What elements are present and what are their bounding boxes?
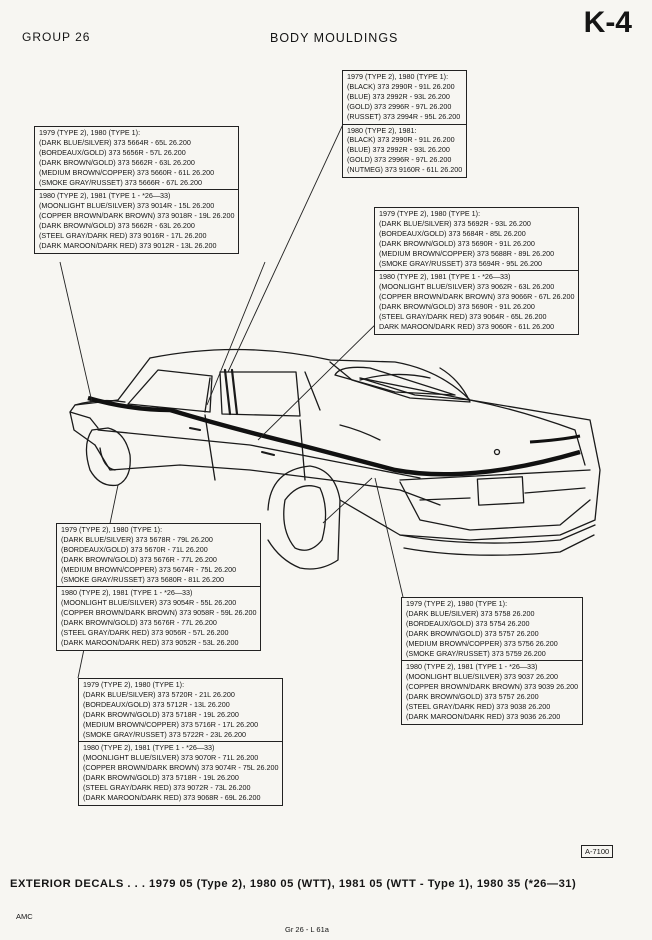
group-label: GROUP 26 [22,30,91,44]
section-heading: 1979 (TYPE 2), 1980 (TYPE 1): [39,128,141,137]
parts-section [79,741,282,804]
part-line: (STEEL GRAY/DARK RED) 373 9016R - 17L 26.200 [39,231,207,241]
footer-left: AMC [16,912,33,921]
section-heading: 1980 (TYPE 2), 1981 (TYPE 1 - *26—33) [406,662,538,672]
parts-box-3 [374,207,579,335]
part-line: (STEEL GRAY/DARK RED) 373 9056R - 57L 26.200 [61,628,229,638]
section-heading: 1979 (TYPE 2), 1980 (TYPE 1): [406,599,508,608]
part-line: (DARK BROWN/GOLD) 373 5662R - 63L 26.200 [39,157,195,167]
footer-center: Gr 26 - L 61a [285,925,329,934]
part-line: (COPPER BROWN/DARK BROWN) 373 9066R - 67L 26.200 [379,292,575,302]
parts-box-1 [342,70,467,178]
part-line: (DARK MAROON/DARK RED) 373 9036 26.200 [406,711,561,721]
part-line: (BLUE) 373 2992R - 93L 26.200 [347,145,450,155]
part-line: (DARK BLUE/SILVER) 373 5758 26.200 [406,608,535,618]
part-line: (BORDEAUX/GOLD) 373 5656R - 57L 26.200 [39,147,186,157]
section-heading: 1979 (TYPE 2), 1980 (TYPE 1): [61,525,163,534]
section-heading: 1979 (TYPE 2), 1980 (TYPE 1): [83,680,185,689]
part-line: (COPPER BROWN/DARK BROWN) 373 9039 26.200 [406,682,579,692]
part-line: (DARK BROWN/GOLD) 373 5757 26.200 [406,692,539,702]
parts-section [57,586,260,649]
part-line: (MOONLIGHT BLUE/SILVER) 373 9054R - 55L 26.200 [61,598,237,608]
page-code: K-4 [583,6,632,39]
section-heading: 1979 (TYPE 2), 1980 (TYPE 1): [379,209,481,218]
part-line: (DARK MAROON/DARK RED) 373 9012R - 13L 26.200 [39,240,217,250]
part-line: (DARK BROWN/GOLD) 373 5718R - 19L 26.200 [83,773,239,783]
part-line: (DARK BLUE/SILVER) 373 5664R - 65L 26.200 [39,137,191,147]
part-line: (COPPER BROWN/DARK BROWN) 373 9018R - 19L 26.200 [39,211,235,221]
parts-section [35,127,238,189]
parts-box-6 [78,678,283,806]
parts-box-2 [34,126,239,254]
parts-section [375,208,578,270]
part-line: (BORDEAUX/GOLD) 373 5754 26.200 [406,618,530,628]
part-line: (BORDEAUX/GOLD) 373 5712R - 13L 26.200 [83,699,230,709]
part-line: (MEDIUM BROWN/COPPER) 373 5660R - 61L 26.200 [39,167,215,177]
part-line: (SMOKE GRAY/RUSSET) 373 5759 26.200 [406,648,546,658]
parts-box-4 [56,523,261,651]
part-line: (DARK BLUE/SILVER) 373 5678R - 79L 26.200 [61,534,213,544]
part-line: (BLUE) 373 2992R - 93L 26.200 [347,91,450,101]
part-line: (COPPER BROWN/DARK BROWN) 373 9074R - 75L 26.200 [83,763,279,773]
part-line: (DARK BROWN/GOLD) 373 5690R - 91L 26.200 [379,302,535,312]
illustration-code: A-7100 [581,845,613,858]
part-line: (MOONLIGHT BLUE/SILVER) 373 9062R - 63L 26.200 [379,282,555,292]
part-line: (MEDIUM BROWN/COPPER) 373 5688R - 89L 26.200 [379,248,555,258]
part-line: (MOONLIGHT BLUE/SILVER) 373 9070R - 71L 26.200 [83,753,259,763]
part-line: (GOLD) 373 2996R - 97L 26.200 [347,155,452,165]
part-line: (GOLD) 373 2996R - 97L 26.200 [347,101,452,111]
part-line: (NUTMEG) 373 9160R - 61L 26.200 [347,165,463,175]
part-line: (MEDIUM BROWN/COPPER) 373 5756 26.200 [406,638,558,648]
part-line: (BLACK) 373 2990R - 91L 26.200 [347,135,455,145]
section-heading: 1980 (TYPE 2), 1981 (TYPE 1 - *26—33) [379,272,511,282]
part-line: (DARK BROWN/GOLD) 373 5690R - 91L 26.200 [379,238,535,248]
part-line: (RUSSET) 373 2994R - 95L 26.200 [347,111,461,121]
part-line: (MEDIUM BROWN/COPPER) 373 5716R - 17L 26.200 [83,719,259,729]
part-line: (STEEL GRAY/DARK RED) 373 9038 26.200 [406,702,551,712]
section-heading: 1980 (TYPE 2), 1981: [347,125,417,135]
part-line: (DARK BROWN/GOLD) 373 5718R - 19L 26.200 [83,709,239,719]
parts-section [57,524,260,586]
parts-section [402,598,582,660]
part-line: (BLACK) 373 2990R - 91L 26.200 [347,81,455,91]
part-line: (SMOKE GRAY/RUSSET) 373 5666R - 67L 26.200 [39,177,202,187]
part-line: (MEDIUM BROWN/COPPER) 373 5674R - 75L 26.200 [61,564,237,574]
section-heading: 1979 (TYPE 2), 1980 (TYPE 1): [347,72,449,81]
part-line: (MOONLIGHT BLUE/SILVER) 373 9037 26.200 [406,672,558,682]
part-line: (STEEL GRAY/DARK RED) 373 9072R - 73L 26.200 [83,783,251,793]
page-title: BODY MOULDINGS [270,31,399,45]
parts-section [343,71,466,124]
parts-box-5 [401,597,583,725]
part-line: (SMOKE GRAY/RUSSET) 373 5722R - 23L 26.200 [83,729,246,739]
part-line: (DARK BLUE/SILVER) 373 5692R - 93L 26.200 [379,218,531,228]
part-line: (BORDEAUX/GOLD) 373 5684R - 85L 26.200 [379,228,526,238]
part-line: (DARK BROWN/GOLD) 373 5676R - 77L 26.200 [61,618,217,628]
part-line: (DARK BLUE/SILVER) 373 5720R - 21L 26.200 [83,689,235,699]
parts-section [343,124,466,178]
part-line: (BORDEAUX/GOLD) 373 5670R - 71L 26.200 [61,544,208,554]
part-line: (DARK MAROON/DARK RED) 373 9068R - 69L 26.200 [83,792,261,802]
part-line: (STEEL GRAY/DARK RED) 373 9064R - 65L 26.200 [379,312,547,322]
section-heading: 1980 (TYPE 2), 1981 (TYPE 1 - *26—33) [61,588,193,598]
section-heading: 1980 (TYPE 2), 1981 (TYPE 1 - *26—33) [83,743,215,753]
part-line: (MOONLIGHT BLUE/SILVER) 373 9014R - 15L 26.200 [39,201,215,211]
part-line: (SMOKE GRAY/RUSSET) 373 5680R - 81L 26.200 [61,574,224,584]
parts-section [402,660,582,723]
part-line: (DARK MAROON/DARK RED) 373 9052R - 53L 26.200 [61,637,239,647]
part-line: (DARK BROWN/GOLD) 373 5676R - 77L 26.200 [61,554,217,564]
part-line: (DARK BROWN/GOLD) 373 5662R - 63L 26.200 [39,221,195,231]
parts-section [79,679,282,741]
part-line: (DARK BROWN/GOLD) 373 5757 26.200 [406,628,539,638]
parts-section [35,189,238,252]
part-line: (COPPER BROWN/DARK BROWN) 373 9058R - 59L 26.200 [61,608,257,618]
exterior-decals-line: EXTERIOR DECALS . . . 1979 05 (Type 2), 1980 05 (WTT), 1981 05 (WTT - Type 1), 1980 35 (*26—31) [10,878,577,890]
parts-section [375,270,578,333]
part-line: DARK MAROON/DARK RED) 373 9060R - 61L 26.200 [379,321,555,331]
section-heading: 1980 (TYPE 2), 1981 (TYPE 1 - *26—33) [39,191,171,201]
part-line: (SMOKE GRAY/RUSSET) 373 5694R - 95L 26.200 [379,258,542,268]
